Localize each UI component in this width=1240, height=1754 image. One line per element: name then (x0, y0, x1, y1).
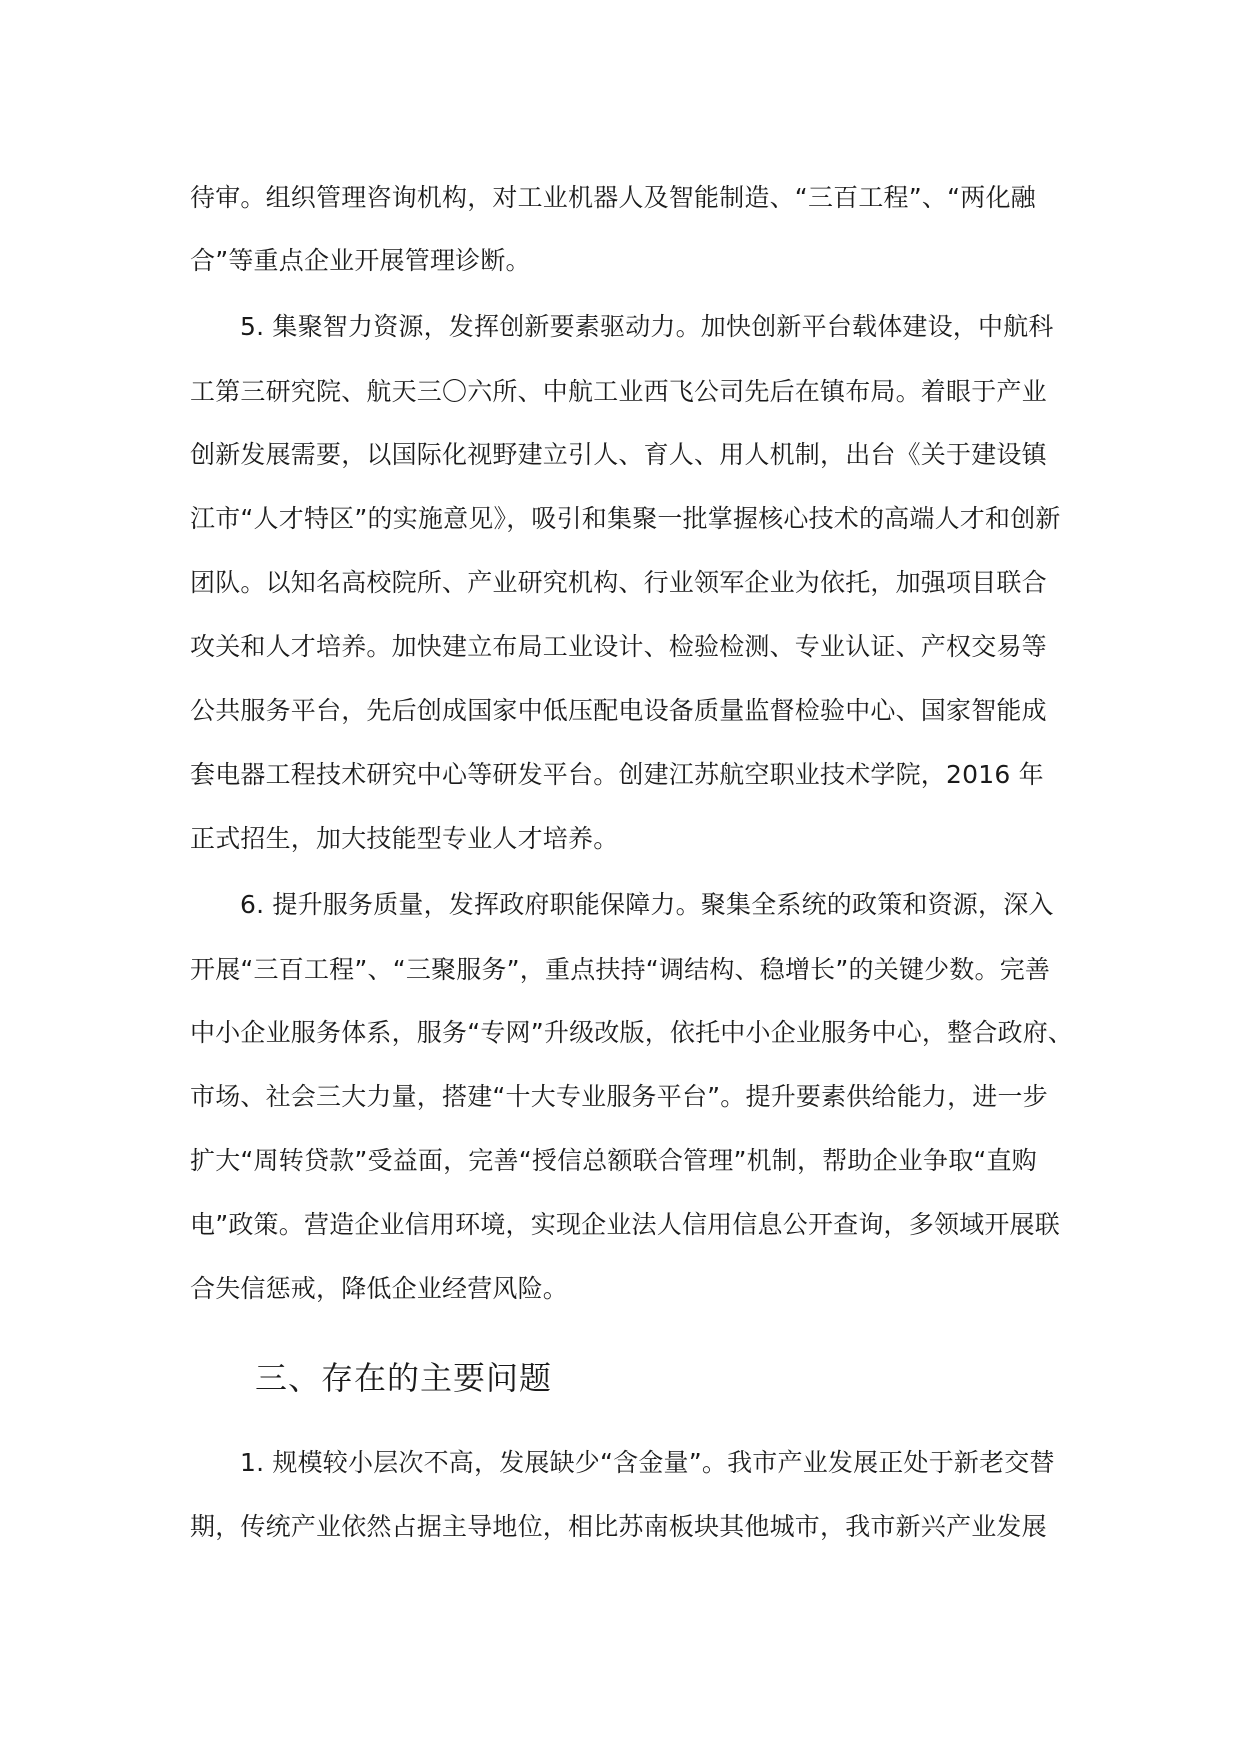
section-heading: 三、存在的主要问题 (255, 1359, 553, 1397)
paragraph-6-start: 6. 提升服务质量，发挥政府职能保障力。聚集全系统的政策和资源，深入 (240, 890, 1054, 919)
text-line: 公共服务平台，先后创成国家中低压配电设备质量监督检验中心、国家智能成 (190, 696, 1047, 725)
text-line: 开展“三百工程”、“三聚服务”，重点扶持“调结构、稳增长”的关键少数。完善 (190, 955, 1051, 984)
text-line: 合失信惩戒，降低企业经营风险。 (190, 1274, 569, 1303)
text-line: 团队。以知名高校院所、产业研究机构、行业领军企业为依托，加强项目联合 (190, 568, 1047, 597)
text-line: 江市“人才特区”的实施意见》，吸引和集聚一批掌握核心技术的高端人才和创新 (190, 504, 1061, 533)
text-line: 中小企业服务体系，服务“专网”升级改版，依托中小企业服务中心，整合政府、 (190, 1018, 1074, 1047)
text-line: 市场、社会三大力量，搭建“十大专业服务平台”。提升要素供给能力，进一步 (190, 1082, 1048, 1111)
paragraph-5-start: 5. 集聚智力资源，发挥创新要素驱动力。加快创新平台载体建设，中航科 (240, 312, 1054, 341)
text-line: 电”政策。营造企业信用环境，实现企业法人信用信息公开查询，多领域开展联 (190, 1210, 1060, 1239)
text-line: 套电器工程技术研究中心等研发平台。创建江苏航空职业技术学院，2016 年 (190, 760, 1044, 789)
paragraph-1-start: 1. 规模较小层次不高，发展缺少“含金量”。我市产业发展正处于新老交替 (240, 1448, 1055, 1477)
text-line: 待审。组织管理咨询机构，对工业机器人及智能制造、“三百工程”、“两化融 (190, 183, 1036, 212)
text-line: 工第三研究院、航天三〇六所、中航工业西飞公司先后在镇布局。着眼于产业 (190, 377, 1047, 406)
text-line: 正式招生，加大技能型专业人才培养。 (190, 824, 619, 853)
text-line: 期，传统产业依然占据主导地位，相比苏南板块其他城市，我市新兴产业发展 (190, 1512, 1047, 1541)
text-line: 攻关和人才培养。加快建立布局工业设计、检验检测、专业认证、产权交易等 (190, 632, 1047, 661)
text-line: 合”等重点企业开展管理诊断。 (190, 246, 531, 275)
text-line: 创新发展需要，以国际化视野建立引人、育人、用人机制，出台《关于建设镇 (190, 440, 1047, 469)
text-line: 扩大“周转贷款”受益面，完善“授信总额联合管理”机制，帮助企业争取“直购 (190, 1146, 1037, 1175)
